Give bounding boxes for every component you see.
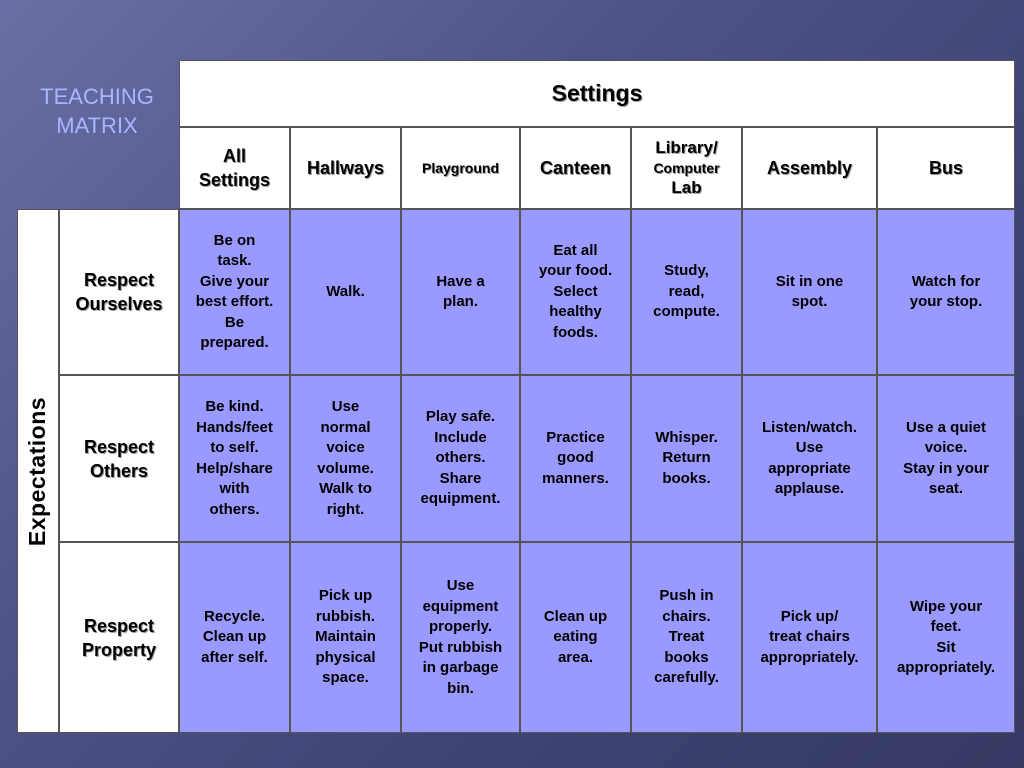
matrix-cell <box>631 542 742 733</box>
column-header-label: Canteen <box>539 158 611 178</box>
matrix-cell-text: Recycle. Clean up after self. <box>201 607 268 666</box>
matrix-cell-text: Listen/watch. Use appropriate applause. <box>761 418 858 497</box>
row-header-label: Respect Others <box>83 436 155 481</box>
matrix-cell-text: Use normal voice volume. Walk to right. <box>317 398 374 518</box>
matrix-cell <box>290 209 401 375</box>
row-header <box>59 375 179 542</box>
matrix-cell-text: Play safe. Include others. Share equipment. <box>420 408 501 508</box>
matrix-cell <box>179 542 290 733</box>
row-header-label: Respect Ourselves <box>75 270 163 314</box>
matrix-cell <box>742 209 877 375</box>
column-header-label <box>653 137 719 199</box>
matrix-cell-text: Watch for your stop. <box>909 272 983 310</box>
column-header-label: Playground <box>421 160 499 176</box>
matrix-cell <box>631 375 742 542</box>
matrix-cell-text: Walk. <box>326 282 365 300</box>
matrix-cell <box>742 542 877 733</box>
column-header <box>401 127 520 209</box>
column-header-label: Assembly <box>766 158 853 178</box>
matrix-cell-text: Have a plan. <box>436 272 485 310</box>
matrix-cell-text: Whisper. Return books. <box>655 428 718 487</box>
column-header-label: Hallways <box>306 158 385 178</box>
column-header-text: Library/ Computer Lab <box>653 138 720 197</box>
expectations-label: Expectations <box>24 396 51 546</box>
matrix-cell-text: Pick up/ treat chairs appropriately. <box>760 607 859 666</box>
column-header <box>631 127 742 209</box>
row-header-label: Respect Property <box>81 615 157 660</box>
matrix-cell <box>401 375 520 542</box>
matrix-cell <box>401 209 520 375</box>
title-line-1: TEACHING <box>40 84 154 109</box>
row-header <box>59 542 179 733</box>
matrix-cell <box>877 375 1015 542</box>
matrix-cell <box>520 542 631 733</box>
matrix-cell <box>179 375 290 542</box>
settings-header <box>179 60 1015 127</box>
matrix-cell <box>877 209 1015 375</box>
expectations-label-cell <box>17 209 59 733</box>
matrix-cell <box>401 542 520 733</box>
matrix-cell-text: Use equipment properly. Put rubbish in garbage bin. <box>418 577 503 697</box>
settings-header-label: Settings <box>551 80 643 106</box>
matrix-cell-text: Use a quiet voice. Stay in your seat. <box>903 418 989 497</box>
column-header <box>877 127 1015 209</box>
matrix-cell <box>877 542 1015 733</box>
row-header <box>59 209 179 375</box>
matrix-cell-text: Practice good manners. <box>542 428 609 487</box>
matrix-cell-text: Study, read, compute. <box>653 262 720 321</box>
title-line-2: MATRIX <box>56 113 138 138</box>
matrix-cell-text: Pick up rubbish. Maintain physical space. <box>315 587 376 687</box>
column-header <box>520 127 631 209</box>
teaching-matrix-title <box>22 82 172 140</box>
column-header <box>290 127 401 209</box>
column-header <box>742 127 877 209</box>
matrix-cell <box>290 542 401 733</box>
matrix-cell <box>742 375 877 542</box>
column-header <box>179 127 290 209</box>
matrix-cell-text: Clean up eating area. <box>543 607 608 666</box>
matrix-cell-text: Be on task. Give your best effort. Be prepared. <box>195 231 274 351</box>
matrix-cell <box>520 375 631 542</box>
matrix-cell-text: Eat all your food. Select healthy foods. <box>538 241 613 341</box>
matrix-cell-text: Sit in one spot. <box>775 272 844 310</box>
matrix-cell-text: Push in chairs. Treat books carefully. <box>654 587 719 687</box>
column-header-label: Bus <box>928 158 963 178</box>
matrix-cell <box>179 209 290 375</box>
matrix-cell <box>520 209 631 375</box>
matrix-cell <box>631 209 742 375</box>
matrix-cell-text: Be kind. Hands/feet to self. Help/share with others. <box>196 398 273 518</box>
column-header-label: All Settings <box>198 146 270 190</box>
matrix-cell-text: Wipe your feet. Sit appropriately. <box>896 597 996 676</box>
matrix-cell <box>290 375 401 542</box>
